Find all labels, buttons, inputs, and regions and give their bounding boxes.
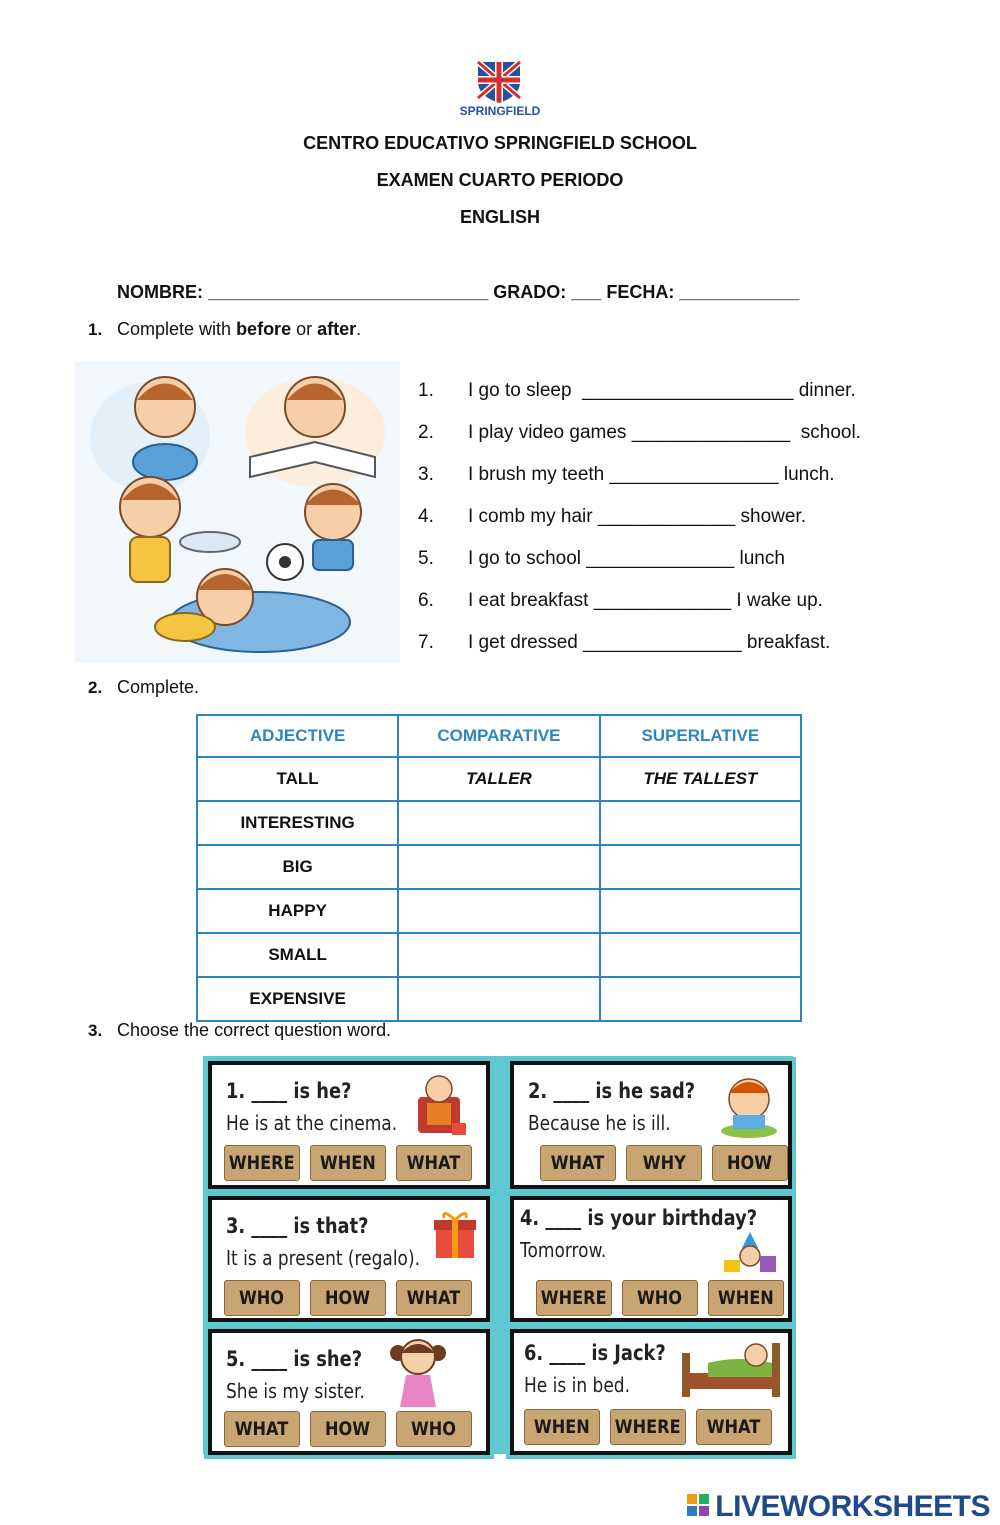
question-card xyxy=(208,1329,490,1455)
adjective-cell: INTERESTING xyxy=(197,801,398,845)
option-button[interactable]: WHO xyxy=(396,1411,472,1447)
superlative-input[interactable] xyxy=(600,933,801,977)
q2-instruction: Complete. xyxy=(117,677,200,697)
option-button[interactable]: WHEN xyxy=(310,1145,386,1181)
option-button[interactable]: WHERE xyxy=(224,1145,300,1181)
q1-number: 1. xyxy=(88,320,103,339)
table-row xyxy=(197,845,801,889)
option-button[interactable]: WHEN xyxy=(708,1280,784,1316)
option-button[interactable]: WHAT xyxy=(396,1280,472,1316)
q1-sentence[interactable]: 2. I play video games _______________ school. xyxy=(418,422,861,443)
superlative-input[interactable] xyxy=(600,977,801,1021)
question-card xyxy=(510,1061,792,1189)
table-row xyxy=(197,757,801,801)
card-answer: It is a present (regalo). xyxy=(226,1246,420,1270)
superlative-input[interactable] xyxy=(600,801,801,845)
option-button[interactable]: WHY xyxy=(626,1145,702,1181)
option-button[interactable]: WHERE xyxy=(610,1409,686,1445)
q1-instruction: Complete with before or after. xyxy=(117,319,362,339)
card-question: 3. ____ is that? xyxy=(226,1214,369,1238)
adjective-cell: TALL xyxy=(197,757,398,801)
comparative-input[interactable] xyxy=(398,933,599,977)
card-answer: He is at the cinema. xyxy=(226,1111,398,1135)
card-question: 6. ____ is Jack? xyxy=(524,1341,666,1365)
cinema-boy-illustration xyxy=(412,1069,470,1139)
q1-sentence[interactable]: 7. I get dressed _______________ breakfast. xyxy=(418,632,831,653)
option-button[interactable]: HOW xyxy=(310,1280,386,1316)
card-question: 4. ____ is your birthday? xyxy=(520,1206,758,1230)
student-info-line[interactable]: NOMBRE: ____________________________ GRADO: ___ FECHA: ____________ xyxy=(117,282,800,302)
girl-illustration xyxy=(388,1335,448,1411)
comparative-cell: TALLER xyxy=(398,757,599,801)
option-button[interactable]: WHAT xyxy=(696,1409,772,1445)
table-row xyxy=(197,889,801,933)
option-button[interactable]: WHAT xyxy=(540,1145,616,1181)
option-button[interactable]: WHO xyxy=(622,1280,698,1316)
gift-icon xyxy=(432,1208,478,1260)
q1-sentence[interactable]: 4. I comb my hair _____________ shower. xyxy=(418,506,806,527)
question-card xyxy=(208,1196,490,1322)
card-question: 1. ____ is he? xyxy=(226,1079,352,1103)
option-button[interactable]: WHAT xyxy=(396,1145,472,1181)
card-answer: Tomorrow. xyxy=(520,1238,607,1262)
adjective-cell: BIG xyxy=(197,845,398,889)
boy-in-bed-illustration xyxy=(678,1333,784,1399)
card-answer: Because he is ill. xyxy=(528,1111,671,1135)
question-card xyxy=(510,1329,792,1455)
birthday-child-illustration xyxy=(714,1230,780,1276)
adjective-cell: HAPPY xyxy=(197,889,398,933)
school-name: CENTRO EDUCATIVO SPRINGFIELD SCHOOL xyxy=(303,133,697,153)
superlative-input[interactable] xyxy=(600,889,801,933)
option-button[interactable]: WHO xyxy=(224,1280,300,1316)
table-row xyxy=(197,977,801,1021)
question-card xyxy=(510,1196,792,1322)
card-answer: He is in bed. xyxy=(524,1373,630,1397)
liveworksheets-icon xyxy=(687,1494,711,1520)
q1-sentence[interactable]: 5. I go to school ______________ lunch xyxy=(418,548,785,569)
q3-instruction: Choose the correct question word. xyxy=(117,1020,392,1040)
adjective-table xyxy=(196,714,802,1022)
option-button[interactable]: HOW xyxy=(310,1411,386,1447)
exam-title: EXAMEN CUARTO PERIODO xyxy=(376,170,624,190)
liveworksheets-logo: LIVEWORKSHEETS xyxy=(687,1490,990,1524)
adjective-cell: SMALL xyxy=(197,933,398,977)
superlative-input[interactable] xyxy=(600,845,801,889)
table-header: ADJECTIVE xyxy=(197,715,398,757)
question-card xyxy=(208,1061,490,1189)
comparative-input[interactable] xyxy=(398,977,599,1021)
daily-routine-illustration xyxy=(75,362,400,662)
card-question: 2. ____ is he sad? xyxy=(528,1079,696,1103)
table-header: COMPARATIVE xyxy=(398,715,599,757)
q1-sentence[interactable]: 3. I brush my teeth ________________ lunch. xyxy=(418,464,835,485)
option-button[interactable]: WHAT xyxy=(224,1411,300,1447)
option-button[interactable]: WHERE xyxy=(536,1280,612,1316)
springfield-shield-logo xyxy=(474,58,524,104)
card-answer: She is my sister. xyxy=(226,1379,365,1403)
q2-number: 2. xyxy=(88,678,103,697)
adjective-cell: EXPENSIVE xyxy=(197,977,398,1021)
q1-sentence[interactable]: 6. I eat breakfast _____________ I wake up. xyxy=(418,590,823,611)
q3-number: 3. xyxy=(88,1021,103,1040)
superlative-cell: THE TALLEST xyxy=(600,757,801,801)
subject-title: ENGLISH xyxy=(459,207,540,227)
comparative-input[interactable] xyxy=(398,889,599,933)
table-header: SUPERLATIVE xyxy=(600,715,801,757)
comparative-input[interactable] xyxy=(398,801,599,845)
table-row xyxy=(197,801,801,845)
logo-text: SPRINGFIELD xyxy=(459,104,541,118)
option-button[interactable]: HOW xyxy=(712,1145,788,1181)
card-question: 5. ____ is she? xyxy=(226,1347,363,1371)
table-row xyxy=(197,933,801,977)
sick-boy-illustration xyxy=(719,1071,779,1139)
q1-sentence[interactable]: 1. I go to sleep ____________________ dinner. xyxy=(418,380,856,401)
option-button[interactable]: WHEN xyxy=(524,1409,600,1445)
comparative-input[interactable] xyxy=(398,845,599,889)
